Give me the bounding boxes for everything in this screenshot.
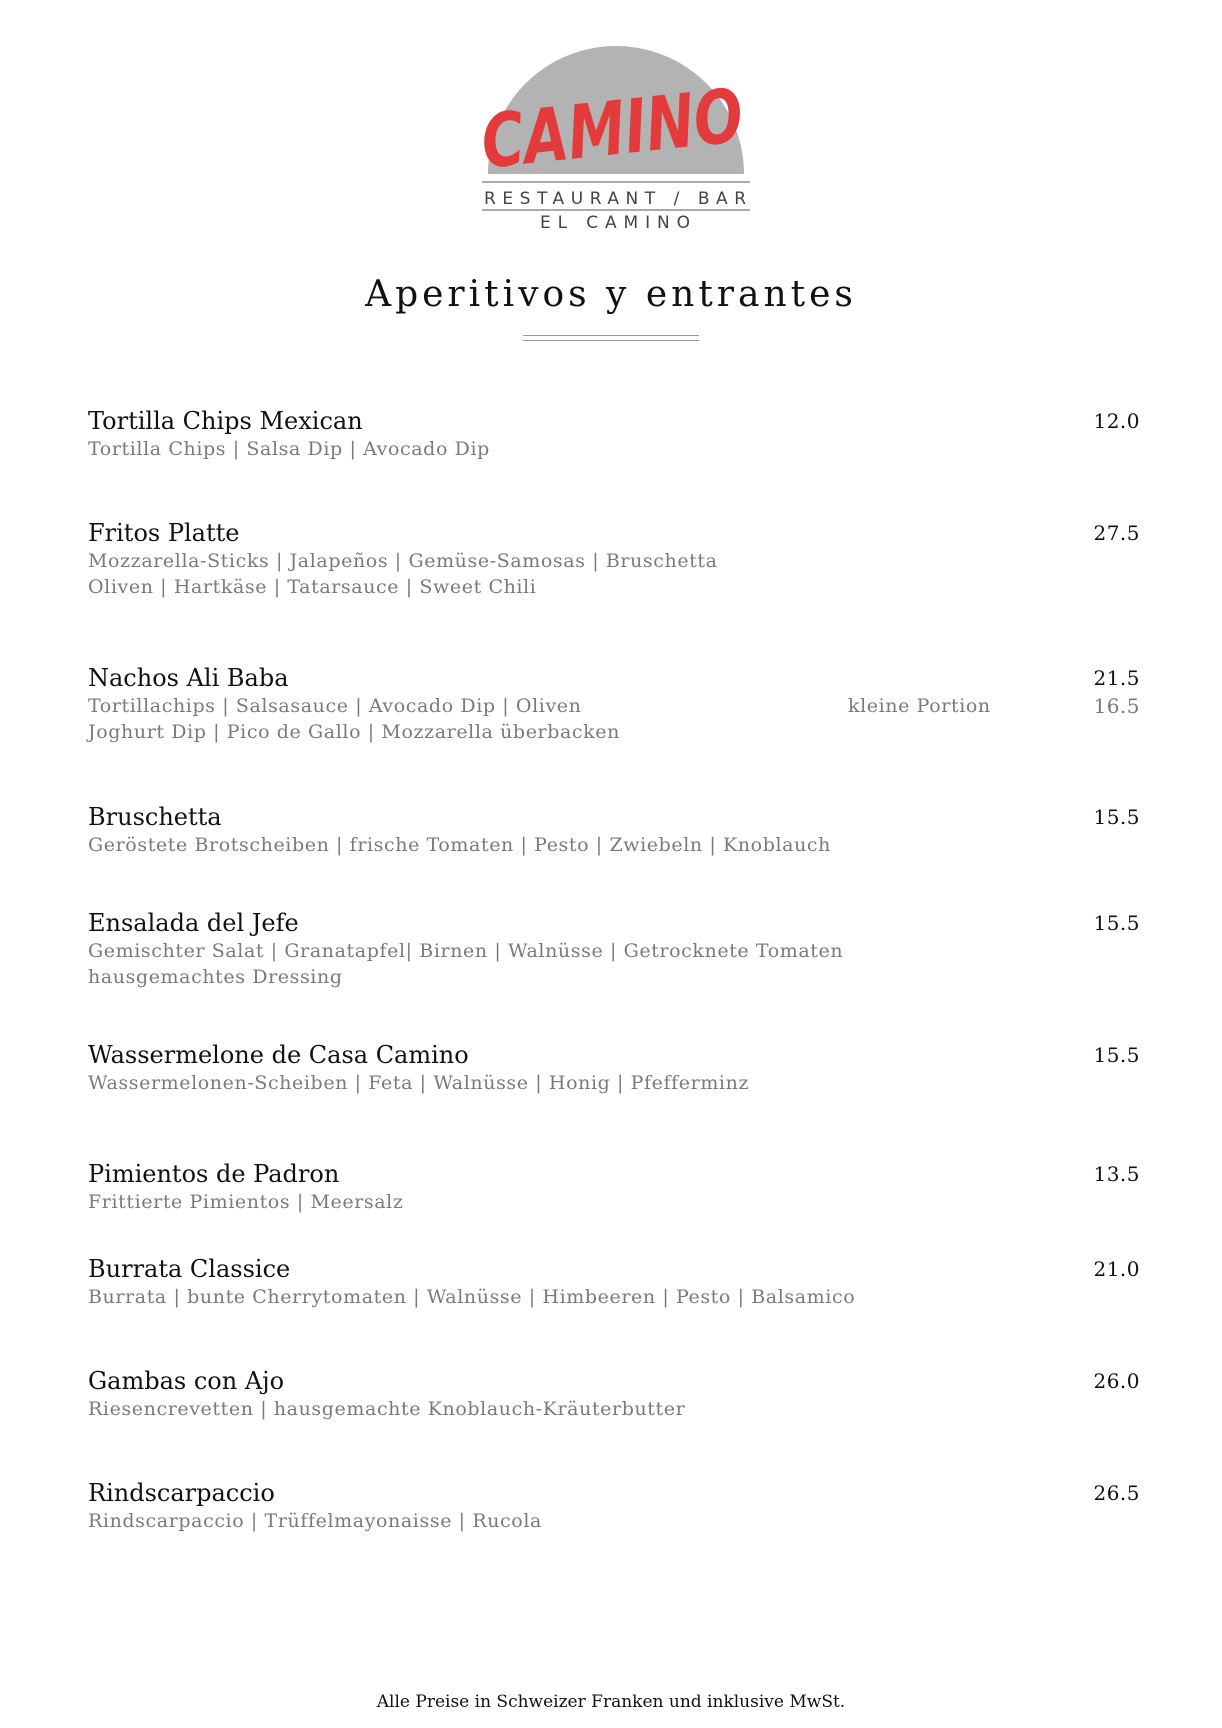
logo-line1-text: RESTAURANT / BAR bbox=[484, 189, 746, 209]
menu-item-description: Wassermelonen-Scheiben | Feta | Walnüsse | Honig | Pfefferminz bbox=[88, 1072, 750, 1094]
menu-item bbox=[88, 663, 1140, 745]
menu-item-price: 15.5 bbox=[1093, 805, 1140, 829]
menu-item bbox=[88, 908, 1140, 990]
menu-item-name: Rindscarpaccio bbox=[88, 1479, 275, 1507]
menu-item-price: 15.5 bbox=[1093, 1043, 1140, 1067]
small-portion-label: kleine Portion bbox=[848, 695, 991, 717]
menu-item-price: 13.5 bbox=[1093, 1162, 1140, 1186]
menu-item-name: Gambas con Ajo bbox=[88, 1367, 285, 1395]
menu-item bbox=[88, 1254, 1140, 1310]
menu-item-description: Frittierte Pimientos | Meersalz bbox=[88, 1191, 404, 1213]
menu-item-description: Burrata | bunte Cherrytomaten | Walnüsse | Himbeeren | Pesto | Balsamico bbox=[88, 1286, 856, 1308]
menu-item-description: Geröstete Brotscheiben | frische Tomaten | Pesto | Zwiebeln | Knoblauch bbox=[88, 834, 831, 856]
menu-item-name: Bruschetta bbox=[88, 803, 222, 831]
menu-item bbox=[88, 1366, 1140, 1422]
menu-item-description: Tortillachips | Salsasauce | Avocado Dip | Oliven bbox=[88, 695, 582, 717]
camino-logo-graphic bbox=[477, 36, 823, 233]
menu-item-name: Nachos Ali Baba bbox=[88, 664, 289, 692]
menu-item-price: 12.0 bbox=[1093, 409, 1140, 433]
menu-item-name: Fritos Platte bbox=[88, 519, 240, 547]
logo-brand-text: CAMINO bbox=[477, 64, 823, 186]
menu-item bbox=[88, 1478, 1140, 1534]
menu-item bbox=[88, 802, 1140, 858]
small-portion-price: 16.5 bbox=[1093, 694, 1140, 718]
menu-item-description: Mozzarella-Sticks | Jalapeños | Gemüse-Samosas | Bruschetta bbox=[88, 550, 718, 572]
menu-item-price: 27.5 bbox=[1093, 521, 1140, 545]
menu-item bbox=[88, 1159, 1140, 1215]
menu-item-name: Burrata Classice bbox=[88, 1255, 291, 1283]
menu-item-description: hausgemachtes Dressing bbox=[88, 966, 343, 988]
menu-item bbox=[88, 1040, 1140, 1096]
menu-item-price: 15.5 bbox=[1093, 911, 1140, 935]
menu-item-description: Joghurt Dip | Pico de Gallo | Mozzarella überbacken bbox=[88, 721, 620, 743]
menu-item-price: 21.5 bbox=[1093, 666, 1140, 690]
menu-item bbox=[88, 518, 1140, 600]
menu-item bbox=[88, 406, 1140, 462]
menu-item-description: Tortilla Chips | Salsa Dip | Avocado Dip bbox=[88, 438, 490, 460]
menu-item-description: Riesencrevetten | hausgemachte Knoblauch-Kräuterbutter bbox=[88, 1398, 686, 1420]
restaurant-logo bbox=[477, 36, 823, 233]
menu-item-price: 26.5 bbox=[1093, 1481, 1140, 1505]
menu-item-price: 26.0 bbox=[1093, 1369, 1140, 1393]
title-divider bbox=[523, 335, 699, 341]
menu-item-description: Rindscarpaccio | Trüffelmayonaisse | Rucola bbox=[88, 1510, 542, 1532]
menu-item-price: 21.0 bbox=[1093, 1257, 1140, 1281]
menu-item-name: Tortilla Chips Mexican bbox=[88, 407, 363, 435]
section-title: Aperitivos y entrantes bbox=[365, 274, 857, 315]
menu-item-name: Ensalada del Jefe bbox=[88, 909, 299, 937]
price-note: Alle Preise in Schweizer Franken und inklusive MwSt. bbox=[376, 1692, 846, 1712]
menu-item-name: Pimientos de Padron bbox=[88, 1160, 340, 1188]
menu-item-description: Oliven | Hartkäse | Tatarsauce | Sweet Chili bbox=[88, 576, 537, 598]
logo-line2-text: EL CAMINO bbox=[540, 213, 690, 233]
menu-item-name: Wassermelone de Casa Camino bbox=[88, 1041, 469, 1069]
menu-item-description: Gemischter Salat | Granatapfel| Birnen | Walnüsse | Getrocknete Tomaten bbox=[88, 940, 844, 962]
